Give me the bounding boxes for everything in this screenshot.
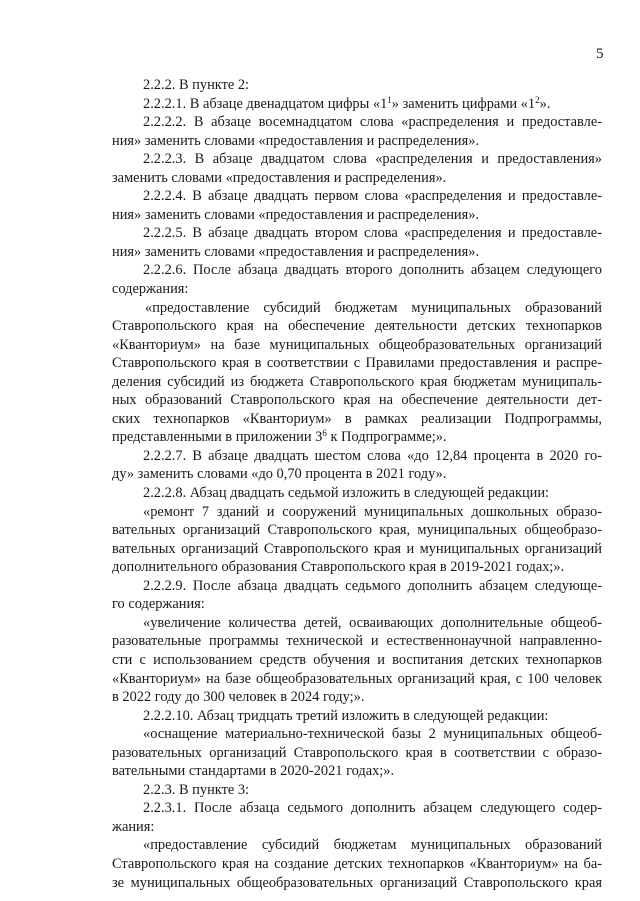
document-body [112,76,602,892]
text-run: дополнительного образования Ставропольского края в 2019-2021 годах;». [112,559,565,576]
text-line [112,707,602,726]
text-run: Ставропольского края в соответствии с Правилами предоставления и распре- [112,355,602,372]
text-run: разовательные программы технической и естественнонаучной направленно- [112,633,602,650]
text-line [112,317,602,336]
text-line [112,280,602,299]
text-run: вательных организаций Ставропольского края и муниципальных организаций [112,540,602,557]
text-line [112,503,602,522]
text-run: представленными в приложении 3 [112,429,323,446]
text-line [112,595,602,614]
text-run: 2.2.2.5. В абзаце двадцать втором слова «распределения и предоставле- [143,225,602,242]
text-run: заменить словами «предоставления и распределения». [112,169,447,186]
text-line [112,169,602,188]
text-line [112,410,602,429]
text-run: разовательных организаций Ставропольского края в соответствии с образо- [112,744,602,761]
text-run: «Кванториум» на базе общеобразовательных организаций края, с 100 человек [112,670,602,687]
text-run: деления субсидий из бюджета Ставропольского края бюджетам муниципаль- [112,373,602,390]
text-run: «предоставление субсидий бюджетам муниципальных образований [143,837,602,854]
text-run: » заменить цифрами «1 [391,95,536,112]
text-line [112,540,602,559]
text-run: ». [539,95,551,112]
text-run: в 2022 году до 300 человек в 2024 году;». [112,689,365,706]
text-line [112,354,602,373]
text-run: ду» заменить словами «до 0,70 процента в 2021 году». [112,466,447,483]
text-run: 2.2.2.6. После абзаца двадцать второго дополнить абзацем следующего [143,262,602,279]
text-line [112,95,602,114]
text-run: Ставропольского края на обеспечение деятельности детских технопарков [112,318,602,335]
text-line [112,874,602,893]
superscript: 2 [535,94,540,105]
text-line [112,484,602,503]
text-line [112,336,602,355]
text-line [112,187,602,206]
text-run: 2.2.3. В пункте 3: [143,781,250,798]
text-run: «увеличение количества детей, осваивающих дополнительные общеоб- [143,614,602,631]
text-line [112,818,602,837]
text-line [112,836,602,855]
text-line [112,725,602,744]
text-line [112,577,602,596]
text-line [112,799,602,818]
text-line [112,373,602,392]
text-run: содержания: [112,281,189,298]
text-run: Ставропольского края на создание детских технопарков «Кванториум» на ба- [112,855,602,872]
text-line [112,428,602,447]
text-run: ских технопарков «Кванториум» в рамках реализации Подпрограммы, [112,410,602,427]
text-run: сти с использованием средств обучения и воспитания детских технопарков [112,651,602,668]
text-line [112,224,602,243]
text-line [112,113,602,132]
text-line [112,132,602,151]
text-run: 2.2.2.7. В абзаце двадцать шестом слова «до 12,84 процента в 2020 го- [143,447,602,464]
text-line [112,243,602,262]
text-line [112,688,602,707]
text-line [112,391,602,410]
text-run: вательных организаций Ставропольского края, муниципальных общеобразо- [112,522,602,539]
text-run: 2.2.2.10. Абзац тридцать третий изложить в следующей редакции: [143,707,549,724]
text-run: 2.2.2.4. В абзаце двадцать первом слова «распределения и предоставле- [143,188,602,205]
text-run: ния» заменить словами «предоставления и распределения». [112,132,480,149]
text-line [112,614,602,633]
text-run: «предоставление субсидий бюджетам муниципальных образований [145,299,602,316]
page-number: 5 [596,46,604,62]
text-run: жания: [112,818,155,835]
text-line [112,744,602,763]
text-line [112,670,602,689]
text-run: «ремонт 7 зданий и сооружений муниципальных дошкольных образо- [143,503,602,520]
text-line [112,558,602,577]
text-line [112,762,602,781]
text-line [112,447,602,466]
text-run: ния» заменить словами «предоставления и распределения». [112,206,480,223]
text-run: 2.2.2.1. В абзаце двенадцатом цифры «1 [143,95,388,112]
text-line [112,632,602,651]
text-line [112,651,602,670]
text-line [112,206,602,225]
text-line [112,521,602,540]
text-run: «Кванториум» на базе муниципальных общеобразовательных организаций [112,336,602,353]
text-run: 2.2.3.1. После абзаца седьмого дополнить абзацем следующего содер- [143,800,602,817]
text-run: зе муниципальных общеобразовательных организаций Ставропольского края [112,874,602,891]
superscript: 6 [322,428,327,439]
text-line [112,781,602,800]
text-run: 2.2.2. В пункте 2: [143,77,250,93]
text-line [112,299,602,318]
text-run: ния» заменить словами «предоставления и распределения». [112,243,480,260]
text-run: 2.2.2.9. После абзаца двадцать седьмого дополнить абзацем следующе- [143,577,602,594]
text-run: го содержания: [112,596,205,613]
text-line [112,855,602,874]
text-line [112,465,602,484]
text-line [112,261,602,280]
text-run: 2.2.2.8. Абзац двадцать седьмой изложить в следующей редакции: [143,485,550,502]
text-run: ных образований Ставропольского края на обеспечение деятельности дет- [112,392,602,409]
text-line [112,150,602,169]
text-run: 2.2.2.3. В абзаце двадцатом слова «распределения и предоставления» [143,151,602,168]
text-line [112,76,602,95]
superscript: 1 [387,94,392,105]
text-run: вательными стандартами в 2020-2021 годах;». [112,763,395,780]
text-run: «оснащение материально-технической базы 2 муниципальных общеоб- [143,726,602,743]
text-run: к Подпрограмме;». [326,429,447,446]
text-run: 2.2.2.2. В абзаце восемнадцатом слова «распределения и предоставле- [143,114,602,131]
